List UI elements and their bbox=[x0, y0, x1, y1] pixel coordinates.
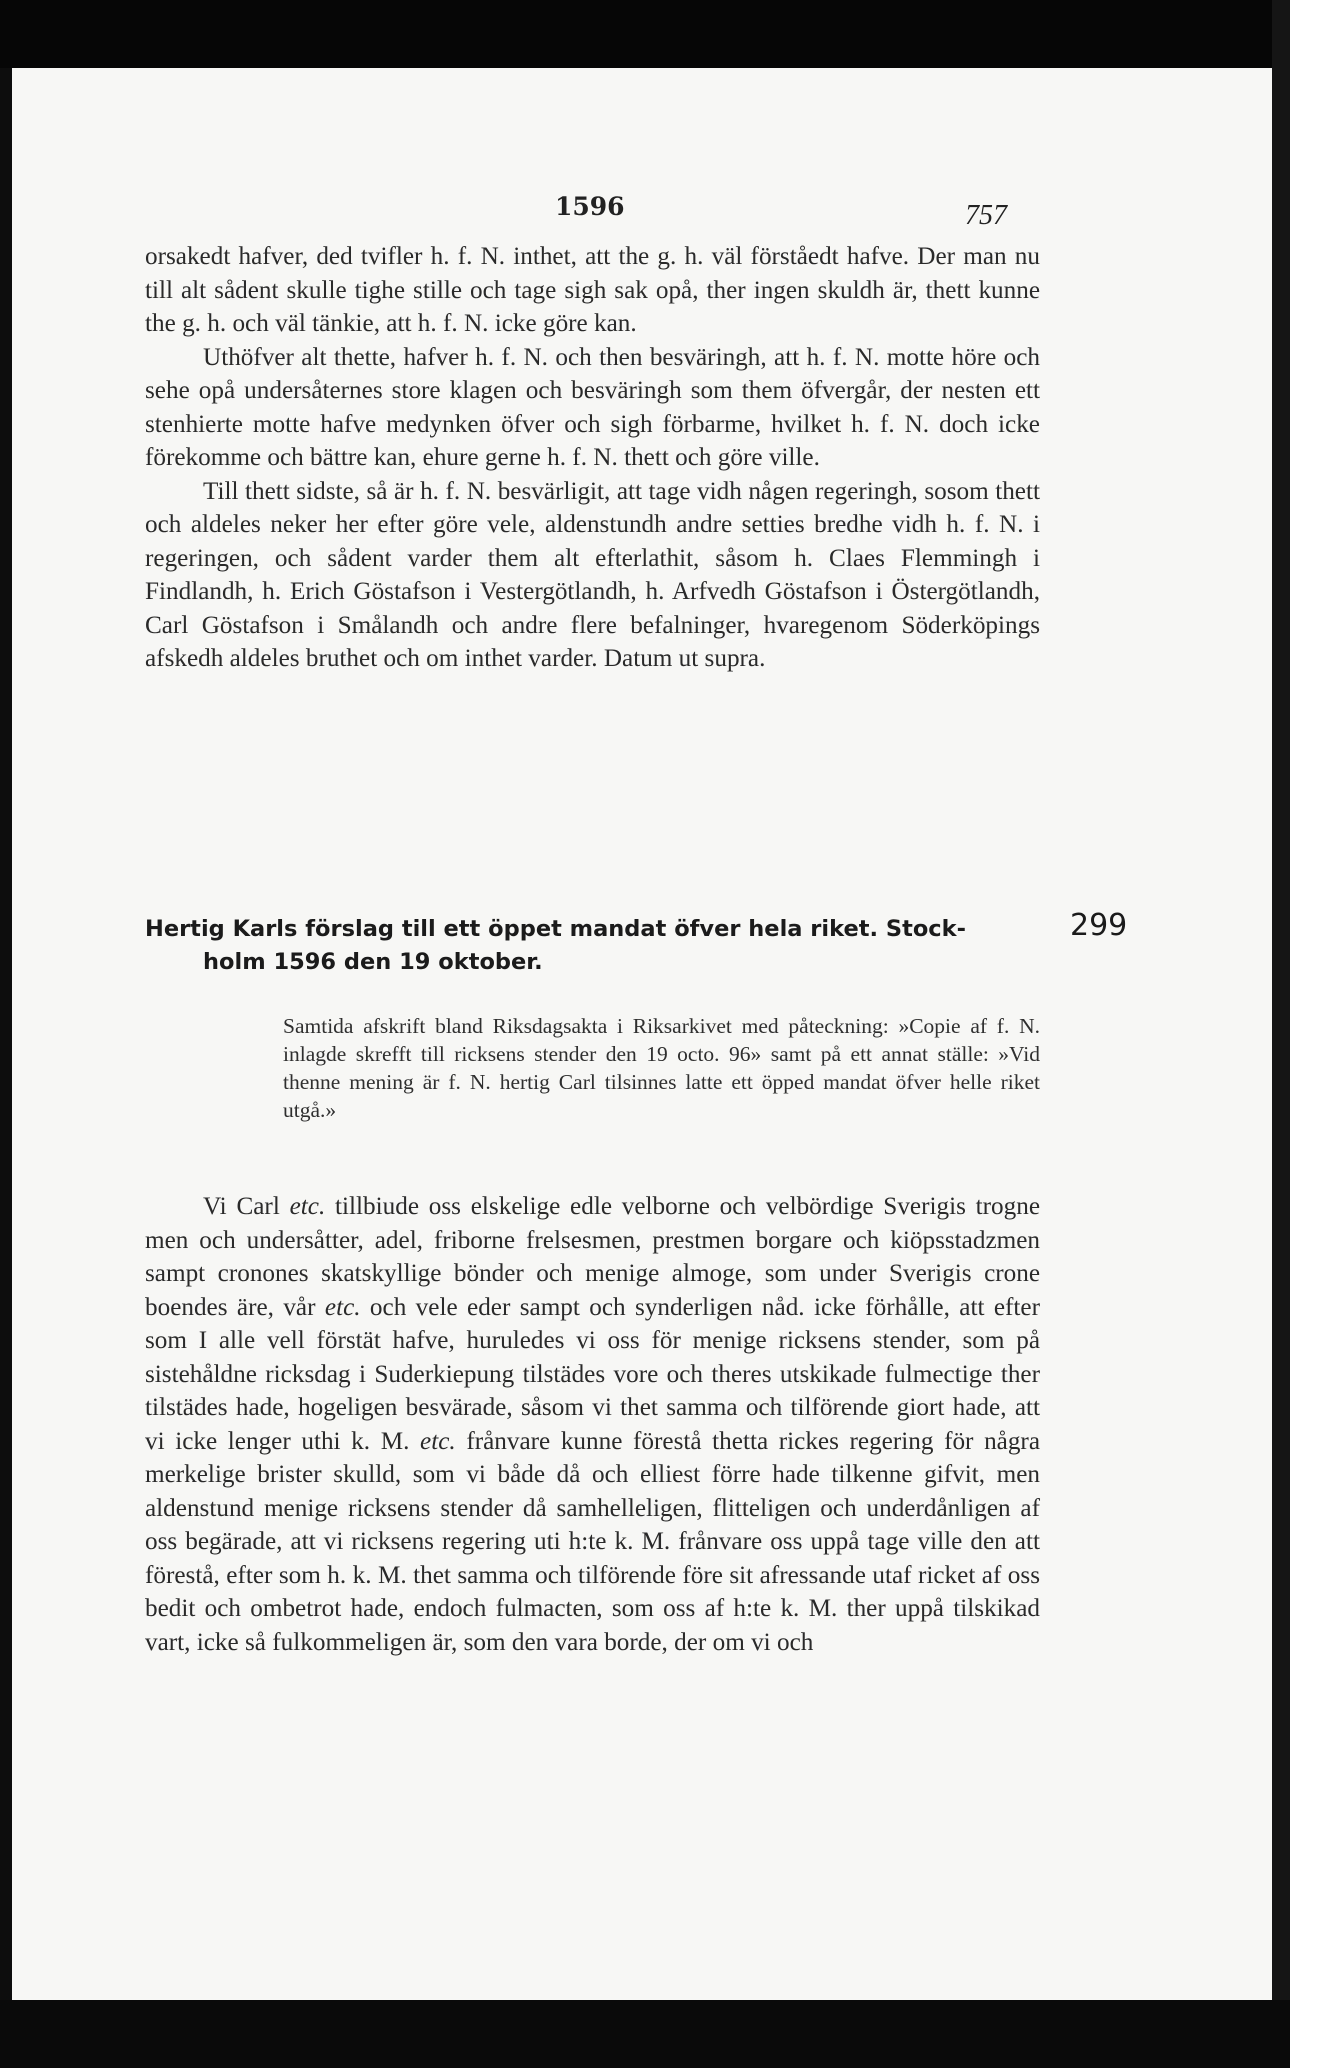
scan-border-bottom bbox=[0, 2000, 1290, 2068]
text-run: tillbiude oss elskelige edle velborne och velbördige Sverigis trogne men och undersåtter, adel, friborne frelsesmen, prestmen borgare och kiöpsstadzmen sampt cronones skatskyllige bönder och menige almoge, som under Sverigis crone boendes äre, vår bbox=[145, 1193, 1040, 1321]
source-note: Samtida afskrift bland Riksdagsakta i Riksarkivet med påteckning: »Copie af f. N. inlagde skrefft till ricksens stender den 19 octo. 96» samt på ett annat ställe: »Vid thenne mening är f. N. hertig Carl tilsinnes latte ett öpped mandat öfver helle riket utgå.» bbox=[283, 1014, 1040, 1122]
heading-line: holm 1596 den 19 oktober. bbox=[203, 949, 543, 975]
etc-abbrev: etc. bbox=[420, 1427, 456, 1455]
heading-line: Hertig Karls förslag till ett öppet mandat öfver hela riket. Stock- bbox=[145, 916, 966, 942]
scan-margin-right bbox=[1290, 0, 1341, 2068]
paragraph: Uthöfver alt thette, hafver h. f. N. och then besväringh, att h. f. N. motte höre och sehe opå undersåternes store klagen och besväringh som them öfvergår, der nesten ett stenhierte motte hafve medynken öfver och sigh förbarme, hvilket h. f. N. doch icke förekomme och bättre kan, ehure gerne h. f. N. thett och göre ville. bbox=[145, 343, 1040, 471]
paragraph: orsakedt hafver, ded tvifler h. f. N. inthet, att the g. h. väl förståedt hafve. Der man nu till alt sådent skulle tighe stille och tage sigh sak opå, ther ingen skuldh är, thett kunne the g. h. och väl tänkie, att h. f. N. icke göre kan. bbox=[145, 243, 1040, 337]
text-block-upper bbox=[145, 240, 1040, 676]
running-header-year: 1596 bbox=[555, 192, 625, 221]
text-block-lower bbox=[145, 1190, 1040, 1659]
paragraph bbox=[145, 1190, 1040, 1659]
text-run: Vi Carl bbox=[203, 1193, 290, 1220]
text-run: och vele eder sampt och synderligen nåd. icke förhålle, att efter som I alle vell förstät hafve, huruledes vi oss för menige ricksens stender, som på sistehåldne ricksdag i Suderkiepung tilstädes vore och theres utskikade fulmectige ther tilstädes hade, hogeligen besvärade, såsom vi thet samma och tilförende giort hade, att vi icke lenger uthi k. M. bbox=[145, 1293, 1040, 1455]
paragraph: Till thett sidste, så är h. f. N. besvärligit, att tage vidh någen regeringh, sosom thett och aldeles neker her efter göre vele, aldenstundh andre setties bredhe vidh h. f. N. i regeringen, och sådent varder them alt efterlathit, såsom h. Claes Flemmingh i Findlandh, h. Erich Göstafson i Vestergötlandh, h. Arfvedh Göstafson i Östergötlandh, Carl Göstafson i Smålandh och andre flere befalninger, hvaregenom Söderköpings afskedh aldeles bruthet och om inthet varder. Datum ut supra. bbox=[145, 477, 1040, 672]
etc-abbrev: etc. bbox=[289, 1193, 326, 1220]
document-number: 299 bbox=[1070, 908, 1128, 943]
scan-border-top bbox=[0, 0, 1290, 68]
text-run: frånvare kunne förestå thetta rickes regering för några merkelige brister skulld, som vi både då och elliest förre hade tilkenne gifvit, men aldenstund menige ricksens stender då samhelleligen, flitteligen och underdånligen af oss begärade, att vi ricksens regering uti h:te k. M. frånvare oss uppå tage ville den att förestå, efter som h. k. M. thet samma och tilförende före sit afressande utaf ricket af oss bedit och ombetrot hade, endoch fulmacten, som oss af h:te k. M. ther uppå tilskikad vart, icke så fulkommeligen är, som den vara borde, der om vi och bbox=[145, 1427, 1040, 1656]
etc-abbrev: etc. bbox=[324, 1293, 361, 1321]
document-heading bbox=[145, 913, 1040, 979]
page-number: 757 bbox=[965, 200, 1007, 231]
